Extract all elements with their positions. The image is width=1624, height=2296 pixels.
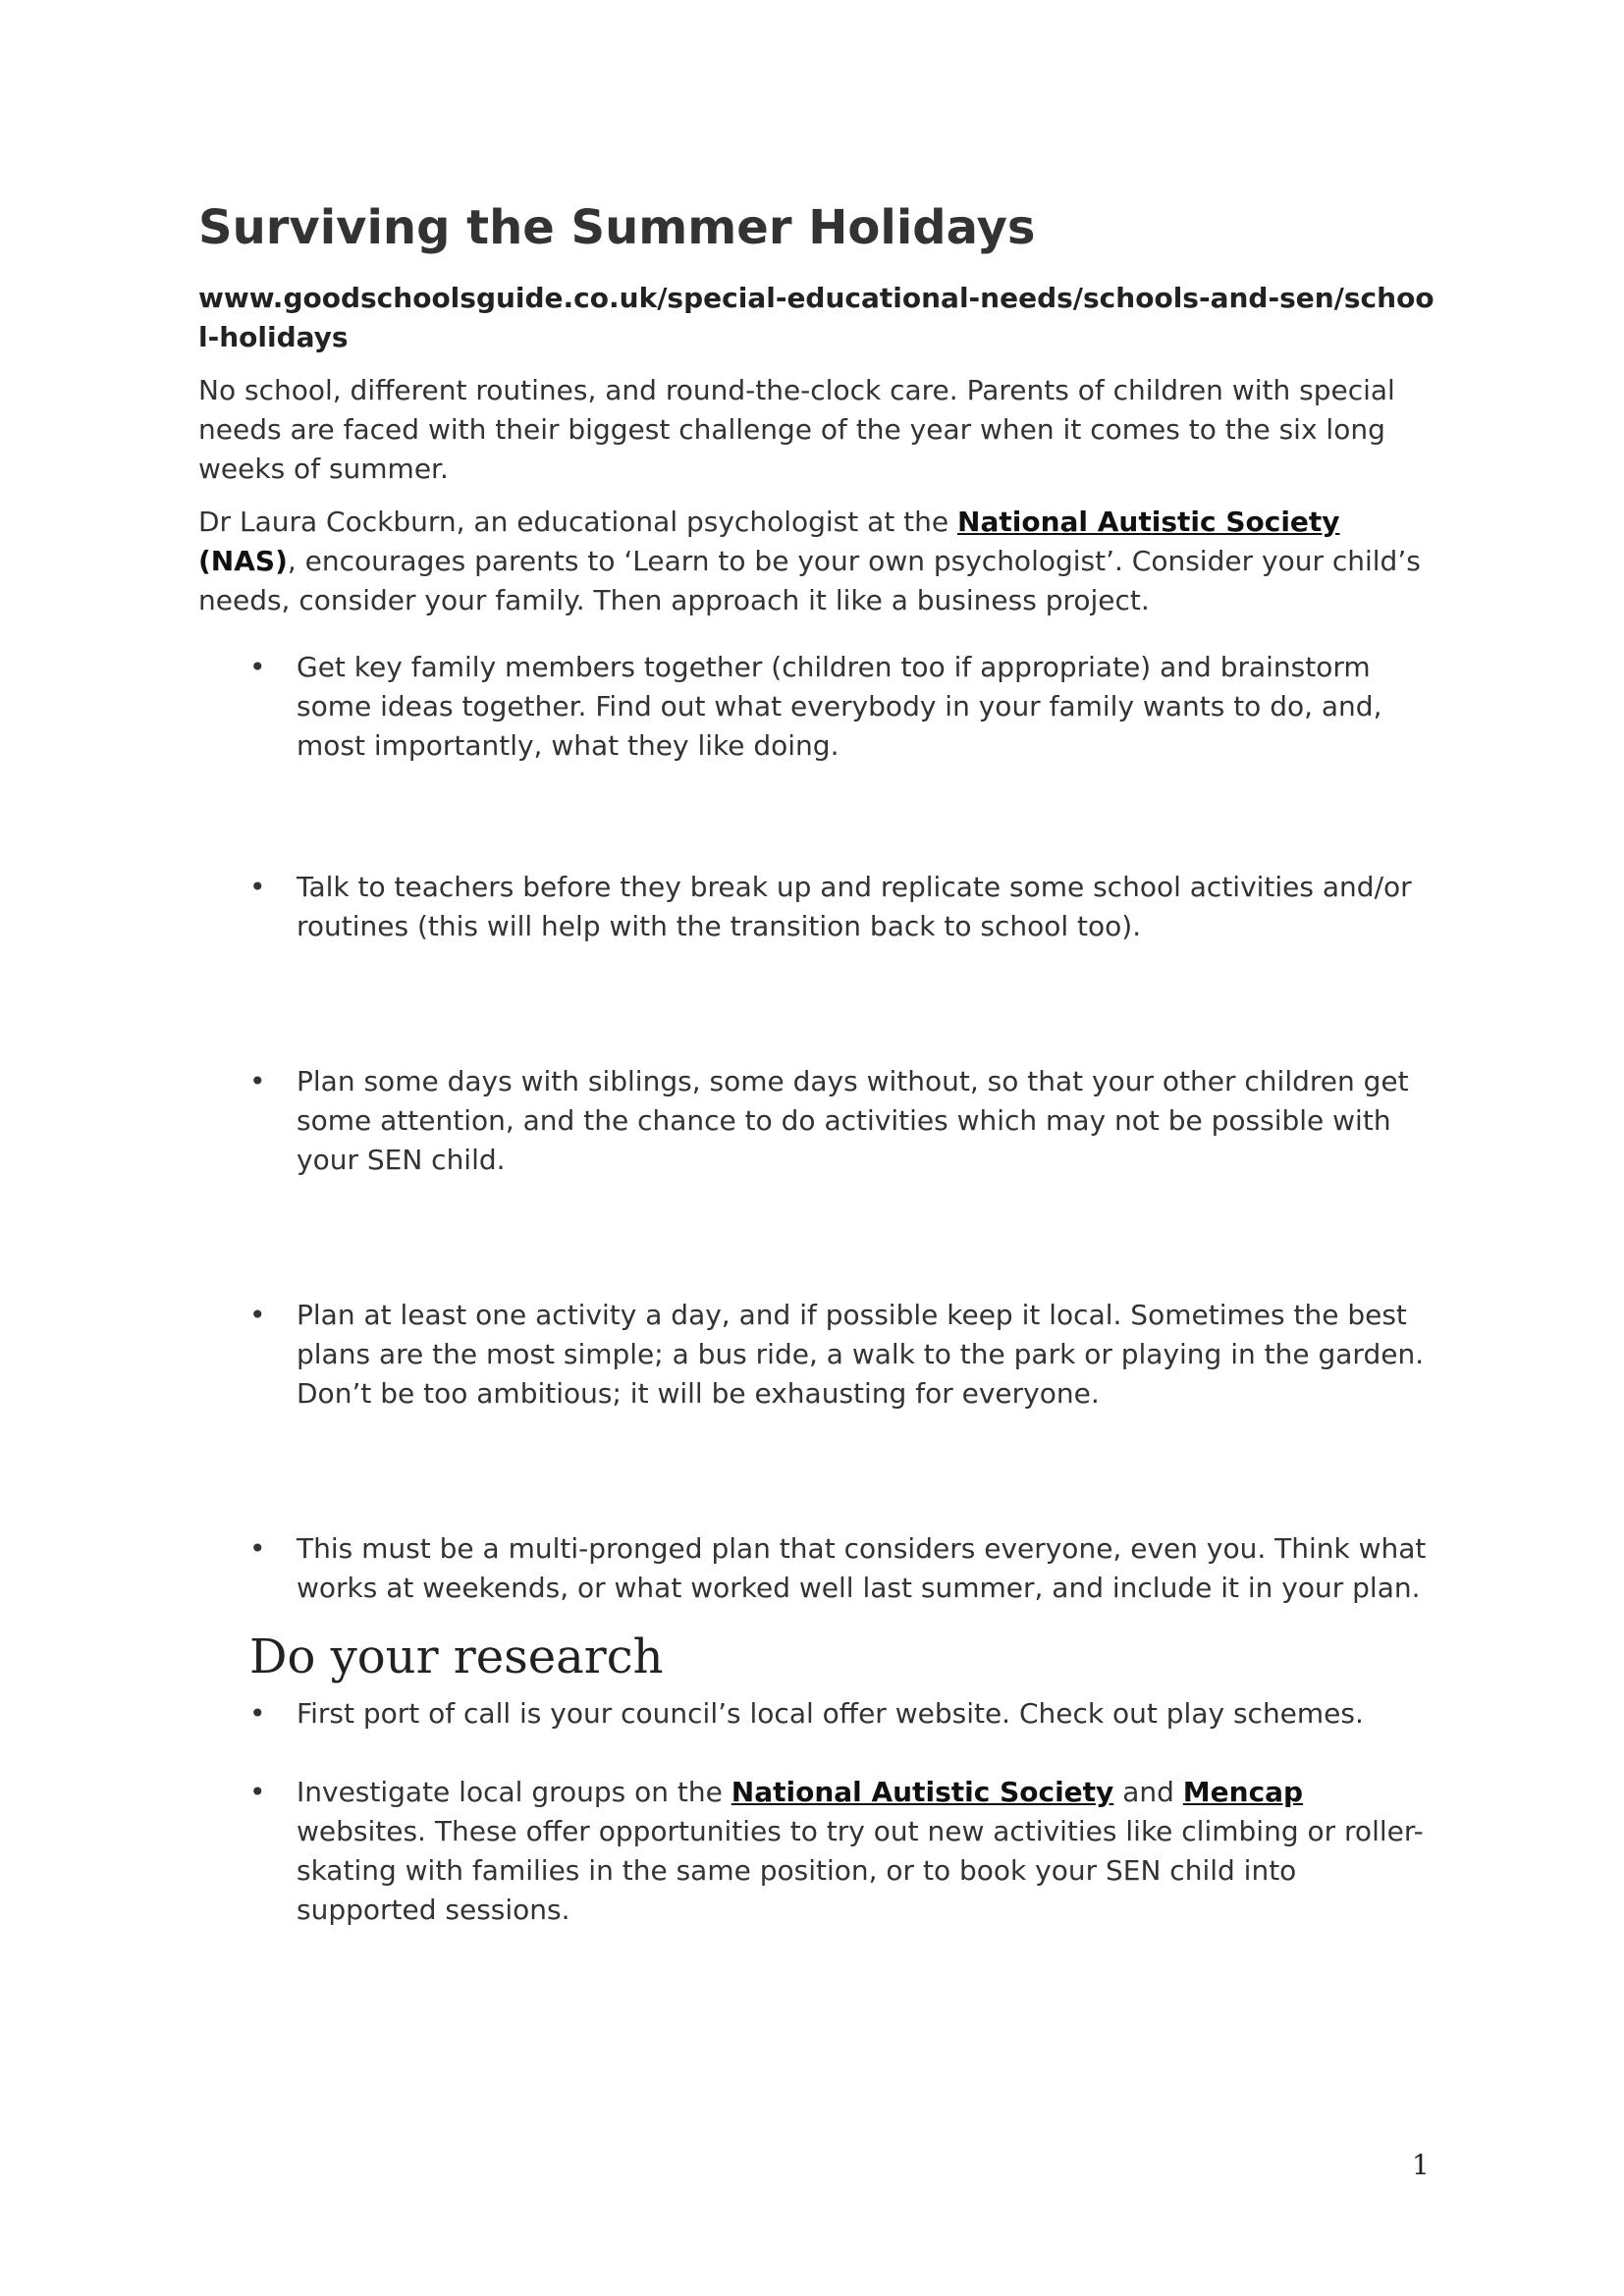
intro-paragraph: No school, different routines, and round-the-clock care. Parents of children with special needs are faced with their biggest challenge of the year when it comes to the six long weeks of summer. <box>198 374 1395 485</box>
list-item-text-before: Investigate local groups on the <box>297 1776 731 1808</box>
bullet-icon: • <box>249 871 266 903</box>
bullet-icon: • <box>249 1065 266 1097</box>
list-item-text: Talk to teachers before they break up and replicate some school activities and/or routines (this will help with the transition back to school too). <box>297 871 1412 942</box>
bullet-icon: • <box>249 1776 266 1808</box>
list-item-text: First port of call is your council’s local offer website. Check out play schemes. <box>297 1697 1364 1730</box>
list-item <box>198 1062 1435 1180</box>
source-url: www.goodschoolsguide.co.uk/special-educational-needs/schools-and-sen/school-holidays <box>198 282 1435 353</box>
national-autistic-society-link[interactable]: National Autistic Society <box>731 1776 1114 1808</box>
paragraph-text-before: Dr Laura Cockburn, an educational psychologist at the <box>198 506 958 538</box>
page-title: Surviving the Summer Holidays <box>198 200 1036 255</box>
list-item <box>198 1529 1435 1608</box>
bullet-icon: • <box>249 1299 266 1331</box>
paragraph-text-after: , encourages parents to ‘Learn to be your own psychologist’. Consider your child’s needs, consider your family. Then approach it like a business project. <box>198 545 1421 616</box>
list-item <box>198 1773 1435 1930</box>
list-item <box>198 1296 1435 1414</box>
list-item <box>198 1694 1435 1734</box>
research-heading: Do your research <box>249 1629 664 1684</box>
research-list <box>198 1694 1435 1930</box>
list-item-text: Get key family members together (children too if appropriate) and brainstorm some ideas together. Find out what everybody in your family wants to do, and, most importantly, what they like doing. <box>297 651 1382 762</box>
nas-abbreviation: (NAS) <box>198 545 288 577</box>
list-item-text: Plan at least one activity a day, and if possible keep it local. Sometimes the best plans are the most simple; a bus ride, a walk to the park or playing in the garden. Don’t be too ambitious; it will be exhausting for everyone. <box>297 1299 1425 1410</box>
list-item-text-middle: and <box>1113 1776 1183 1808</box>
bullet-icon: • <box>249 1532 266 1565</box>
psychologist-paragraph <box>198 503 1435 620</box>
list-item-text-after: websites. These offer opportunities to try out new activities like climbing or roller-skating with families in the same position, or to book your SEN child into supported sessions. <box>297 1815 1424 1926</box>
mencap-link[interactable]: Mencap <box>1182 1776 1304 1808</box>
national-autistic-society-link[interactable]: National Autistic Society <box>957 506 1340 538</box>
list-item <box>198 868 1435 946</box>
document-content <box>198 196 1435 1930</box>
tips-list <box>198 648 1435 1608</box>
list-item <box>198 648 1435 766</box>
page-number: 1 <box>1412 2149 1430 2181</box>
bullet-icon: • <box>249 651 266 683</box>
list-item-text: Plan some days with siblings, some days without, so that your other children get some attention, and the chance to do activities which may not be possible with your SEN child. <box>297 1065 1409 1176</box>
list-item-text: This must be a multi-pronged plan that considers everyone, even you. Think what works at weekends, or what worked well last summer, and include it in your plan. <box>297 1532 1427 1604</box>
bullet-icon: • <box>249 1697 266 1730</box>
